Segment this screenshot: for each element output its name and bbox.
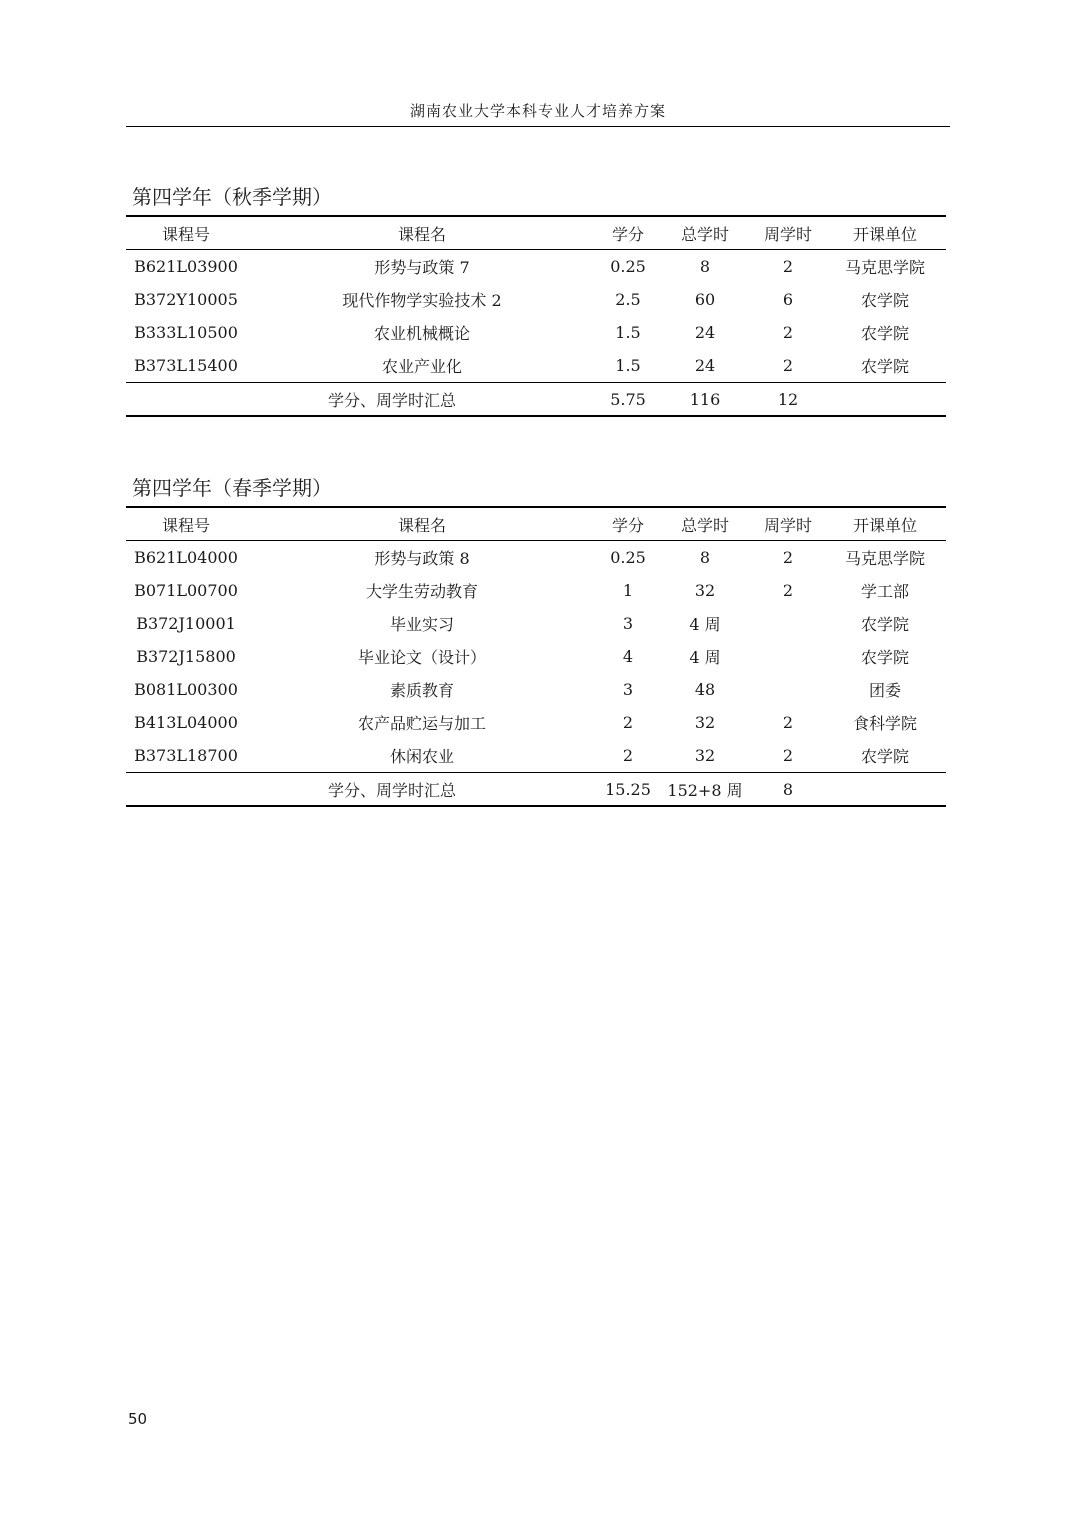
summary-dept-empty — [824, 773, 946, 807]
course-dept: 农学院 — [860, 747, 909, 766]
course-total-hours: 4 周 — [689, 648, 721, 667]
course-total-hours: 60 — [694, 290, 716, 309]
course-weekly-hours — [752, 673, 824, 706]
course-credit: 0.25 — [610, 548, 646, 567]
course-name: 形势与政策 7 — [374, 258, 470, 277]
table-header-row — [126, 216, 946, 250]
course-code: B071L00700 — [134, 581, 238, 600]
course-weekly-hours: 2 — [782, 713, 794, 732]
course-weekly-hours: 2 — [782, 323, 794, 342]
course-dept: 农学院 — [860, 291, 909, 310]
course-weekly-hours — [752, 607, 824, 640]
autumn-semester-title: 第四学年（秋季学期） — [132, 185, 332, 209]
summary-credit: 15.25 — [605, 779, 651, 799]
course-dept: 马克思学院 — [844, 549, 925, 568]
course-name: 大学生劳动教育 — [365, 582, 478, 601]
col-header-weekly-hours: 周学时 — [763, 224, 812, 244]
course-weekly-hours: 2 — [782, 548, 794, 567]
col-header-dept: 开课单位 — [852, 224, 917, 244]
col-header-total-hours: 总学时 — [680, 224, 729, 244]
course-code: B621L04000 — [134, 548, 238, 567]
table-row — [126, 574, 946, 607]
course-code: B373L15400 — [134, 356, 238, 375]
col-header-name: 课程名 — [397, 224, 446, 244]
course-total-hours: 32 — [694, 581, 716, 600]
course-total-hours: 32 — [694, 713, 716, 732]
course-credit: 1.5 — [615, 323, 641, 342]
course-code: B413L04000 — [134, 713, 238, 732]
summary-total-hours: 152+8 周 — [667, 780, 743, 800]
course-name: 休闲农业 — [389, 747, 454, 766]
summary-dept-empty — [824, 383, 946, 417]
course-weekly-hours: 2 — [782, 257, 794, 276]
col-header-code: 课程号 — [161, 515, 210, 535]
spring-course-table — [126, 506, 946, 807]
course-name: 农业产业化 — [381, 357, 462, 376]
table-row — [126, 607, 946, 640]
table-row — [126, 316, 946, 349]
course-code: B621L03900 — [134, 257, 238, 276]
summary-label: 学分、周学时汇总 — [327, 390, 456, 410]
col-header-total-hours: 总学时 — [680, 515, 729, 535]
course-total-hours: 4 周 — [689, 615, 721, 634]
table-row — [126, 541, 946, 575]
course-total-hours: 24 — [694, 323, 716, 342]
course-dept: 团委 — [868, 681, 901, 700]
col-header-dept: 开课单位 — [852, 515, 917, 535]
table-row — [126, 349, 946, 383]
course-total-hours: 48 — [694, 680, 716, 699]
course-credit: 4 — [622, 647, 634, 666]
course-dept: 农学院 — [860, 324, 909, 343]
course-credit: 2 — [622, 746, 634, 765]
table-row — [126, 640, 946, 673]
course-credit: 3 — [622, 680, 634, 699]
summary-weekly-hours: 12 — [777, 389, 799, 409]
table-row — [126, 706, 946, 739]
autumn-semester-section — [126, 183, 946, 417]
course-dept: 农学院 — [860, 615, 909, 634]
page-number: 50 — [128, 1410, 148, 1428]
table-row — [126, 250, 946, 284]
summary-label: 学分、周学时汇总 — [327, 780, 456, 800]
course-name: 现代作物学实验技术 2 — [342, 291, 502, 310]
autumn-course-table — [126, 215, 946, 417]
course-name: 素质教育 — [389, 681, 454, 700]
course-name: 农产品贮运与加工 — [357, 714, 486, 733]
table-row — [126, 673, 946, 706]
course-name: 农业机械概论 — [373, 324, 470, 343]
table-header-row — [126, 507, 946, 541]
col-header-code: 课程号 — [161, 224, 210, 244]
course-code: B333L10500 — [134, 323, 238, 342]
spring-semester-section — [126, 474, 946, 807]
course-weekly-hours: 2 — [782, 746, 794, 765]
summary-row — [126, 383, 946, 417]
course-code: B372J10001 — [136, 614, 236, 633]
spring-semester-title: 第四学年（春季学期） — [132, 476, 332, 500]
course-dept: 农学院 — [860, 357, 909, 376]
course-dept: 食科学院 — [852, 714, 917, 733]
summary-weekly-hours: 8 — [782, 779, 794, 799]
table-row — [126, 739, 946, 773]
course-credit: 0.25 — [610, 257, 646, 276]
page-header: 湖南农业大学本科专业人才培养方案 — [126, 100, 950, 127]
summary-credit: 5.75 — [610, 389, 646, 409]
course-weekly-hours: 2 — [782, 356, 794, 375]
course-code: B372J15800 — [136, 647, 236, 666]
summary-total-hours: 116 — [689, 389, 721, 409]
col-header-name: 课程名 — [397, 515, 446, 535]
col-header-weekly-hours: 周学时 — [763, 515, 812, 535]
summary-row — [126, 773, 946, 807]
course-total-hours: 8 — [699, 257, 711, 276]
course-weekly-hours — [752, 640, 824, 673]
course-code: B373L18700 — [134, 746, 238, 765]
course-name: 毕业实习 — [389, 615, 454, 634]
course-dept: 马克思学院 — [844, 258, 925, 277]
course-total-hours: 24 — [694, 356, 716, 375]
course-credit: 1.5 — [615, 356, 641, 375]
course-name: 毕业论文（设计） — [357, 648, 486, 667]
course-credit: 2.5 — [615, 290, 641, 309]
col-header-credit: 学分 — [611, 224, 644, 244]
course-credit: 1 — [622, 581, 634, 600]
course-credit: 3 — [622, 614, 634, 633]
col-header-credit: 学分 — [611, 515, 644, 535]
course-dept: 学工部 — [860, 582, 909, 601]
course-total-hours: 32 — [694, 746, 716, 765]
course-credit: 2 — [622, 713, 634, 732]
course-weekly-hours: 2 — [782, 581, 794, 600]
course-weekly-hours: 6 — [782, 290, 794, 309]
course-total-hours: 8 — [699, 548, 711, 567]
course-name: 形势与政策 8 — [374, 549, 470, 568]
table-row — [126, 283, 946, 316]
course-code: B081L00300 — [134, 680, 238, 699]
course-dept: 农学院 — [860, 648, 909, 667]
course-code: B372Y10005 — [134, 290, 238, 309]
